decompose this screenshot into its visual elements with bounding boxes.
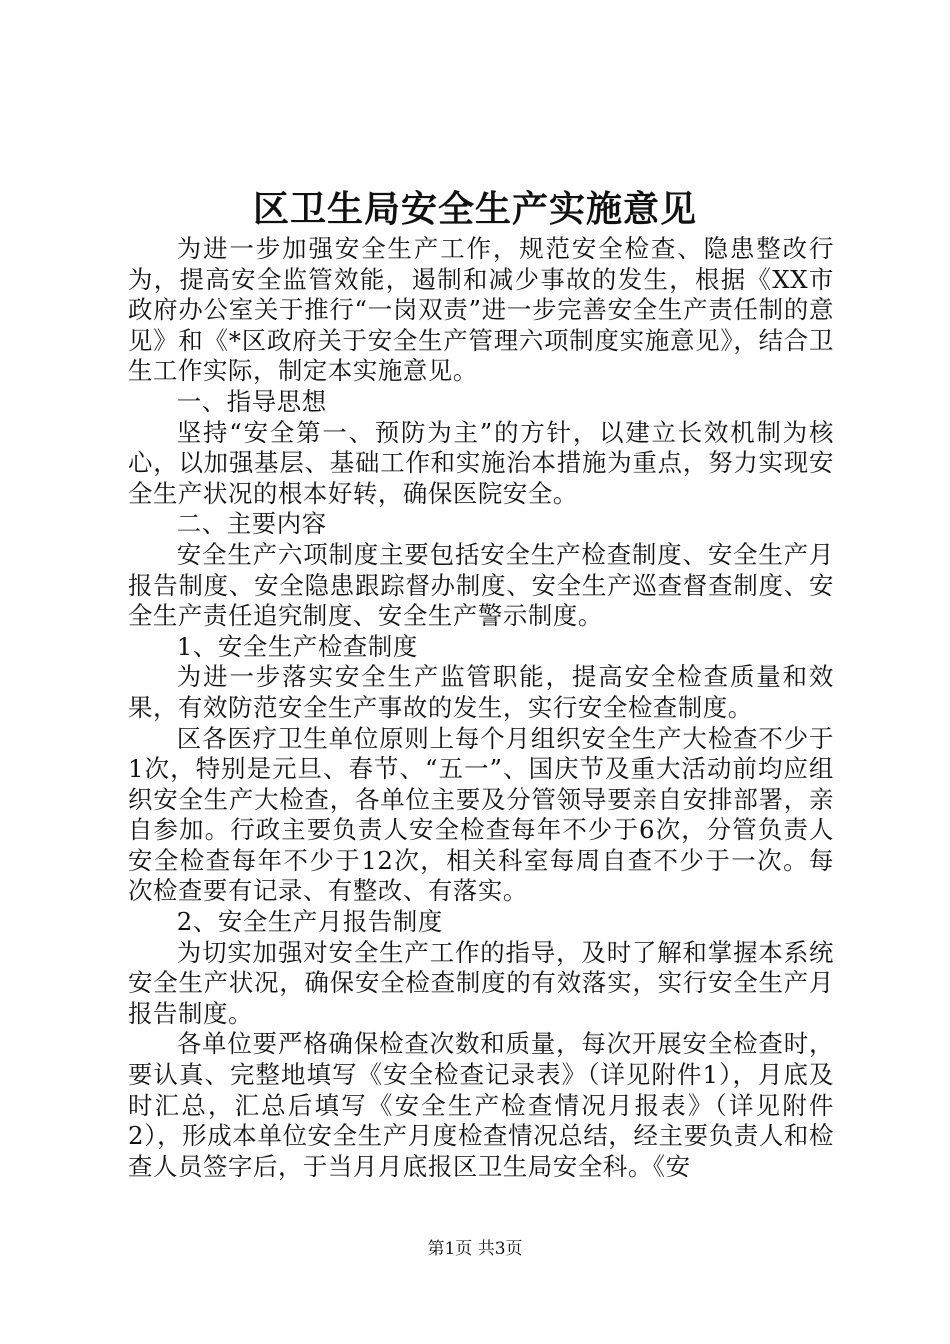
guiding-ideology-paragraph: 坚持“安全第一、预防为主”的方针，以建立长效机制为核心，以加强基层、基础工作和实施治本措施为重点，努力实现安全生产状况的根本好转，确保医院安全。 (128, 417, 834, 508)
document-body (128, 234, 834, 1182)
main-content-paragraph: 安全生产六项制度主要包括安全生产检查制度、安全生产月报告制度、安全隐患跟踪督办制度、安全生产巡查督查制度、安全生产责任追究制度、安全生产警示制度。 (128, 539, 834, 631)
section-heading-guiding-ideology: 一、指导思想 (176, 386, 327, 416)
inspection-purpose-paragraph: 为进一步落实安全生产监管职能，提高安全检查质量和效果，有效防范安全生产事故的发生，实行安全检查制度。 (128, 662, 834, 722)
inspection-frequency-paragraph: 区各医疗卫生单位原则上每个月组织安全生产大检查不少于1次，特别是元旦、春节、“五一”、国庆节及重大活动前均应组织安全生产大检查，各单位主要及分管领导要亲自安排部署，亲自参加。行政主要负责人安全检查每年不少于6次，分管负责人安全检查每年不少于12次，相关科室每周自查不少于一次。每次检查要有记录、有整改、有落实。 (128, 723, 834, 906)
monthly-report-procedure-paragraph: 各单位要严格确保检查次数和质量，每次开展安全检查时，要认真、完整地填写《安全检查记录表》（详见附件1），月底及时汇总，汇总后填写《安全生产检查情况月报表》（详见附件2），形成本单位安全生产月度检查情况总结，经主要负责人和检查人员签字后，于当月月底报区卫生局安全科。《安 (128, 1029, 834, 1181)
section-heading-main-content: 二、主要内容 (176, 509, 327, 539)
page-footer: 第1页 共3页 (427, 1239, 523, 1259)
document-title: 区卫生局安全生产实施意见 (252, 188, 697, 230)
intro-paragraph: 为进一步加强安全生产工作，规范安全检查、隐患整改行为，提高安全监管效能，遏制和减少事故的发生，根据《XX市政府办公室关于推行“一岗双责”进一步完善安全生产责任制的意见》和《*区政府关于安全生产管理六项制度实施意见》，结合卫生工作实际，制定本实施意见。 (128, 234, 834, 386)
subsection-heading-monthly-report: 2、安全生产月报告制度 (176, 907, 443, 937)
subsection-heading-inspection-system: 1、安全生产检查制度 (176, 631, 418, 661)
monthly-report-purpose-paragraph: 为切实加强对安全生产工作的指导，及时了解和掌握本系统安全生产状况，确保安全检查制度的有效落实，实行安全生产月报告制度。 (128, 937, 834, 1028)
